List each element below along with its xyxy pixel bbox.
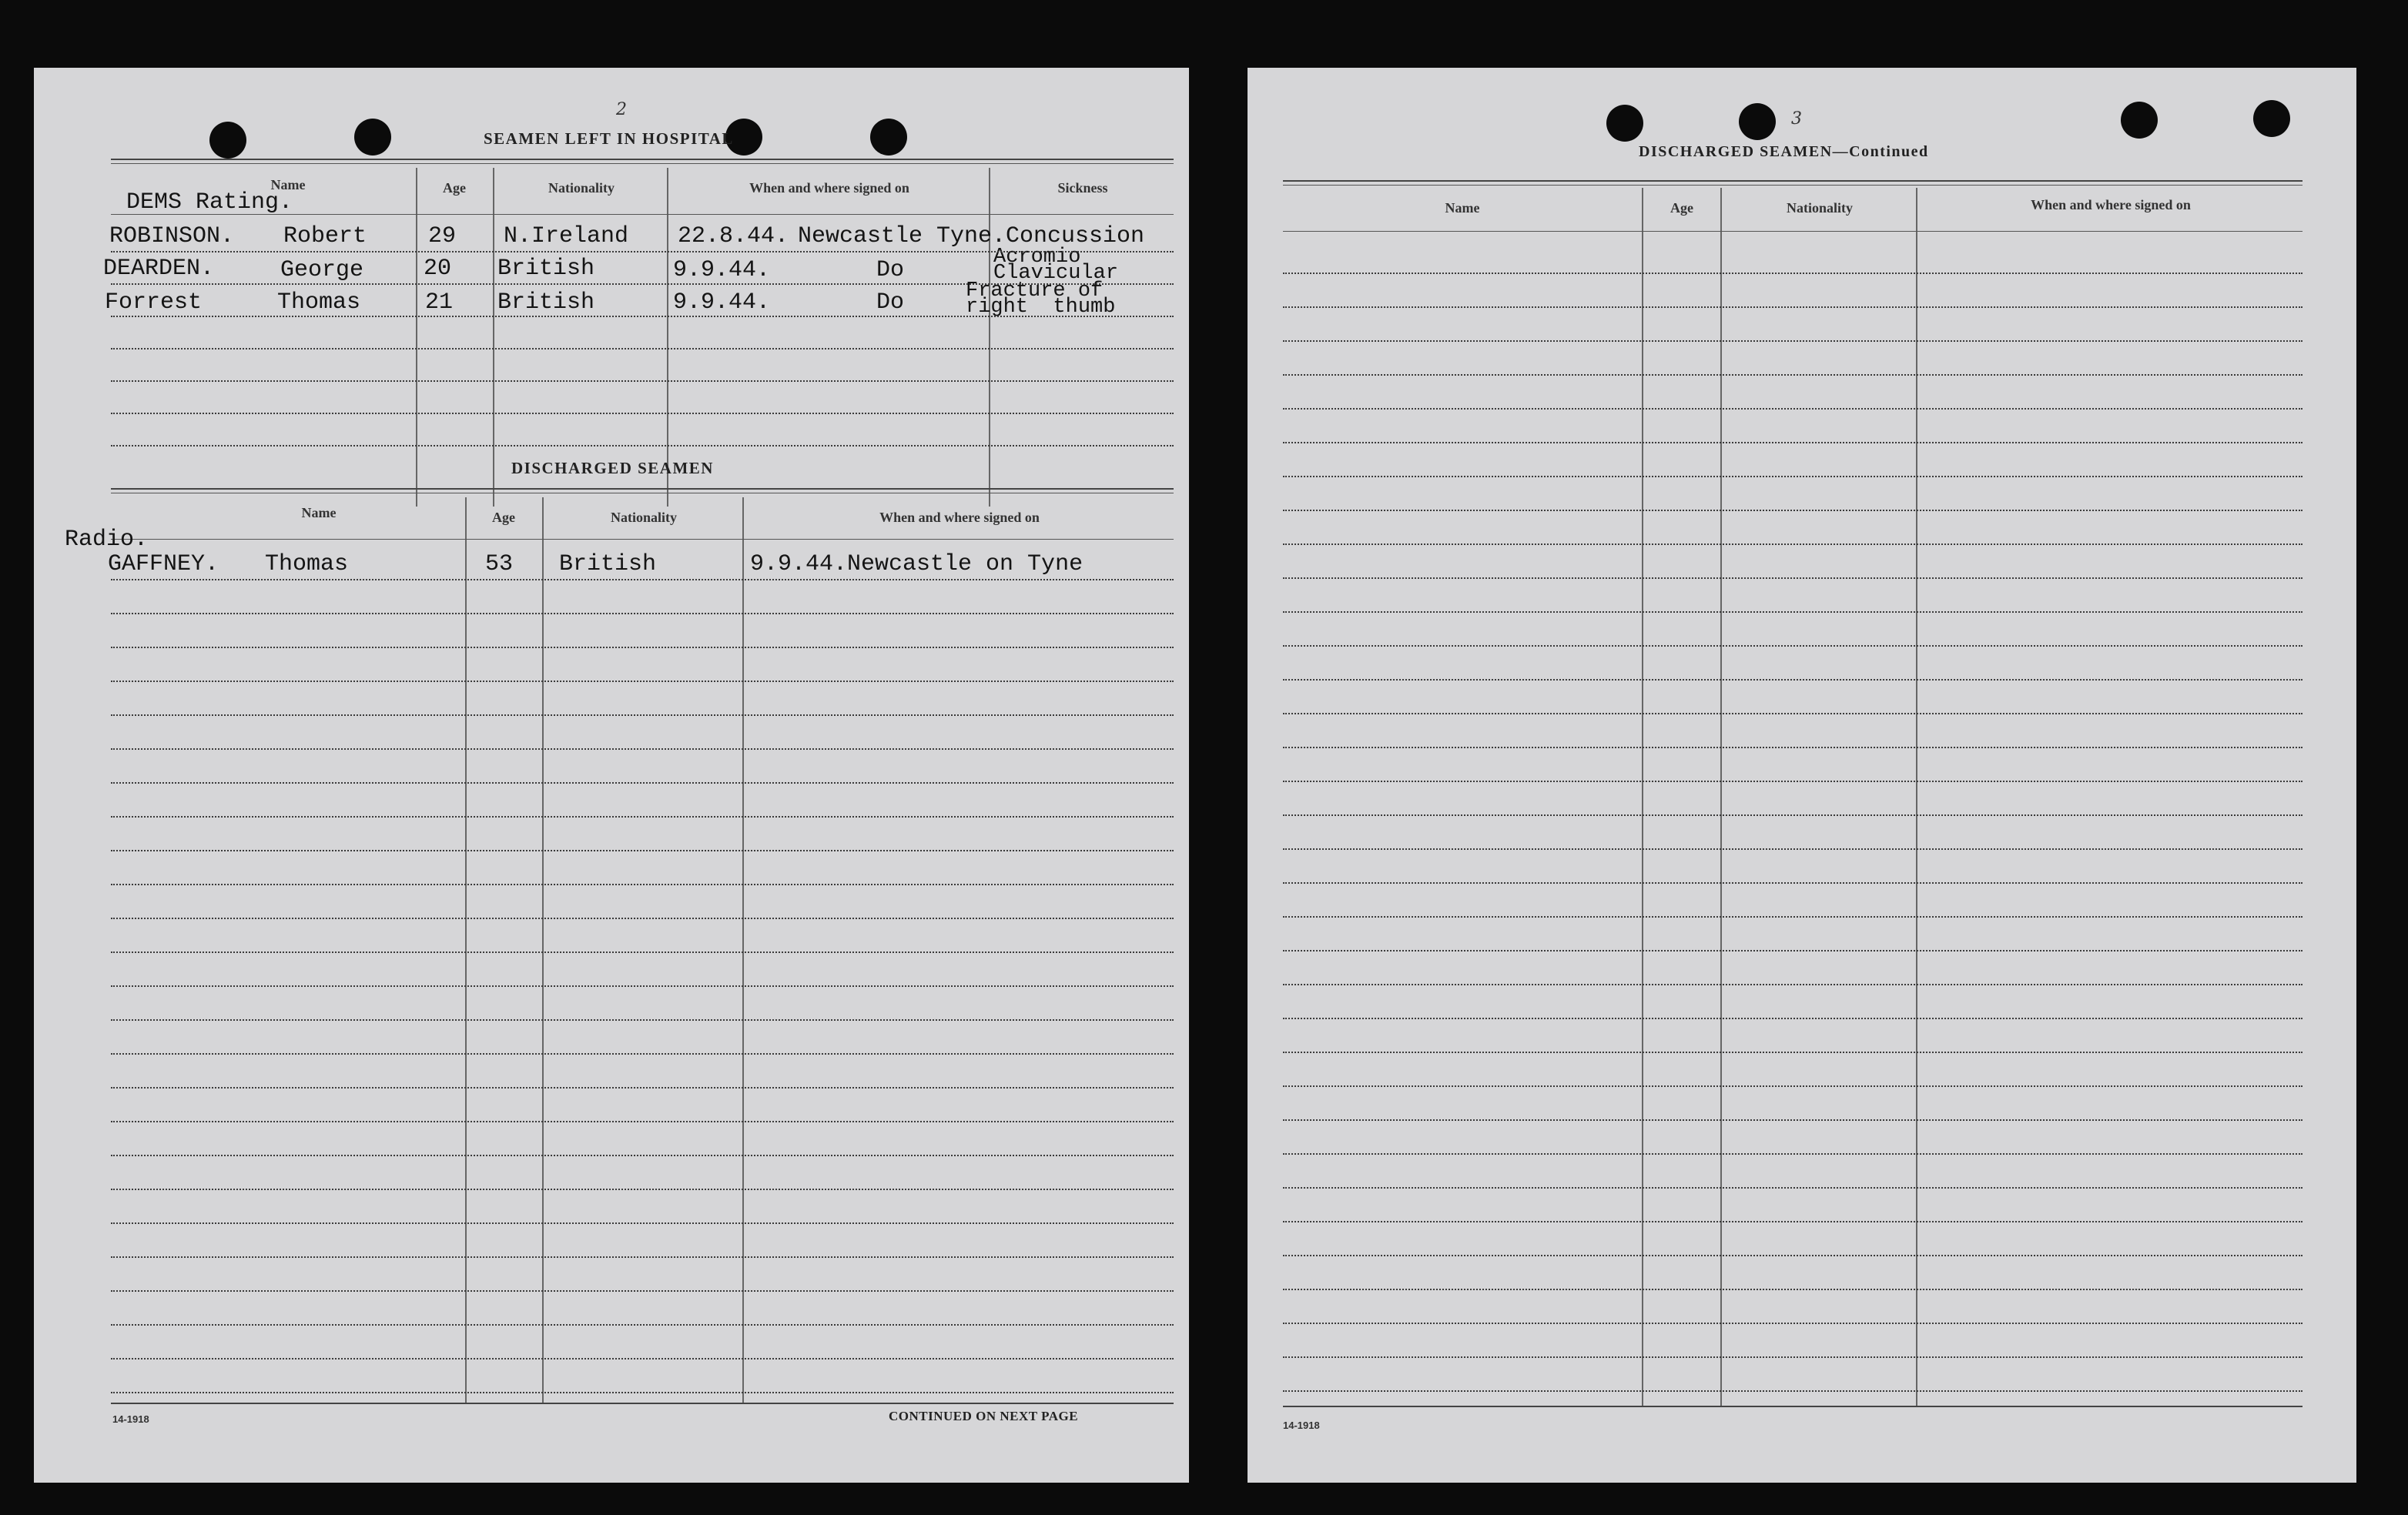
table-top-rule xyxy=(111,488,1174,490)
page-number: 2 xyxy=(616,100,627,119)
header-rule xyxy=(111,539,1174,540)
seaman-age: 53 xyxy=(485,551,514,577)
column-divider xyxy=(542,497,544,1403)
seaman-nationality: N.Ireland xyxy=(504,223,629,249)
column-header-nationality: Nationality xyxy=(610,510,677,525)
signed-on: 9.9.44.Newcastle on Tyne xyxy=(750,551,1083,577)
column-divider xyxy=(416,168,417,507)
hospital-section-title: SEAMEN LEFT IN HOSPITAL xyxy=(484,129,734,148)
column-header-nationality: Nationality xyxy=(548,180,615,196)
table-top-rule xyxy=(111,163,1174,164)
column-divider xyxy=(1916,188,1917,1406)
seaman-surname: GAFFNEY. xyxy=(108,551,219,577)
continued-section-title: DISCHARGED SEAMEN—Continued xyxy=(1639,143,1929,160)
table-bottom-rule xyxy=(1283,1406,2303,1407)
form-number: 14-1918 xyxy=(112,1413,149,1425)
column-divider xyxy=(742,497,744,1403)
signed-on-place: Do xyxy=(876,257,905,283)
page-number: 3 xyxy=(1791,109,1802,129)
left-page xyxy=(34,68,1189,1483)
seaman-age: 29 xyxy=(428,223,457,249)
right-page xyxy=(1248,68,2356,1483)
seaman-first-name: Thomas xyxy=(265,551,349,577)
punch-hole xyxy=(870,119,907,156)
punch-hole xyxy=(1606,105,1643,142)
column-header-signed-on: When and where signed on xyxy=(2031,197,2191,212)
seaman-first-name: George xyxy=(280,257,364,283)
column-header-name: Name xyxy=(301,505,337,520)
signed-on-place: Do xyxy=(876,289,905,316)
seaman-surname: Forrest xyxy=(105,289,203,316)
signed-on-place: Newcastle Tyne. xyxy=(798,223,1006,249)
column-header-signed-on: When and where signed on xyxy=(749,180,909,196)
column-header-signed-on: When and where signed on xyxy=(879,510,1040,525)
column-divider xyxy=(1642,188,1643,1406)
punch-hole xyxy=(209,122,246,159)
seaman-nationality: British xyxy=(497,256,595,282)
sickness: Concussion xyxy=(1006,223,1145,249)
signed-on-date: 9.9.44. xyxy=(673,289,771,316)
seaman-age: 21 xyxy=(425,289,454,316)
seaman-first-name: Thomas xyxy=(277,289,361,316)
seaman-surname: DEARDEN. xyxy=(103,256,215,282)
seaman-nationality: British xyxy=(559,551,657,577)
column-header-sickness: Sickness xyxy=(1057,180,1108,196)
sickness: Acromio Clavicular xyxy=(993,246,1119,286)
column-divider xyxy=(493,168,494,507)
discharged-section-title: DISCHARGED SEAMEN xyxy=(511,459,714,477)
column-divider xyxy=(667,168,668,507)
seaman-age: 20 xyxy=(424,256,452,282)
punch-hole xyxy=(2121,102,2158,139)
seaman-surname: ROBINSON. xyxy=(109,223,235,249)
signed-on-date: 9.9.44. xyxy=(673,257,771,283)
punch-hole xyxy=(354,119,391,156)
column-header-name: Name xyxy=(1445,200,1480,216)
column-divider xyxy=(1720,188,1722,1406)
column-header-nationality: Nationality xyxy=(1786,200,1853,216)
group-label: Radio. xyxy=(65,527,149,553)
form-number: 14-1918 xyxy=(1283,1420,1320,1431)
header-rule xyxy=(1283,231,2303,232)
column-divider xyxy=(465,497,467,1403)
column-header-age: Age xyxy=(443,180,466,196)
table-bottom-rule xyxy=(111,1403,1174,1404)
table-top-rule xyxy=(1283,180,2303,182)
column-header-name: Name xyxy=(270,177,306,192)
column-header-age: Age xyxy=(492,510,515,525)
punch-hole xyxy=(2253,100,2290,137)
seaman-nationality: British xyxy=(497,289,595,316)
signed-on-date: 22.8.44. xyxy=(678,223,789,249)
sickness: Fracture of right thumb xyxy=(966,279,1116,319)
continued-note: CONTINUED ON NEXT PAGE xyxy=(889,1409,1079,1423)
seaman-first-name: Robert xyxy=(283,223,367,249)
punch-hole xyxy=(1739,103,1776,140)
column-header-age: Age xyxy=(1670,200,1693,216)
column-divider xyxy=(989,168,990,507)
group-label: DEMS Rating. xyxy=(126,189,293,216)
table-top-rule xyxy=(1283,185,2303,186)
table-top-rule xyxy=(111,159,1174,160)
